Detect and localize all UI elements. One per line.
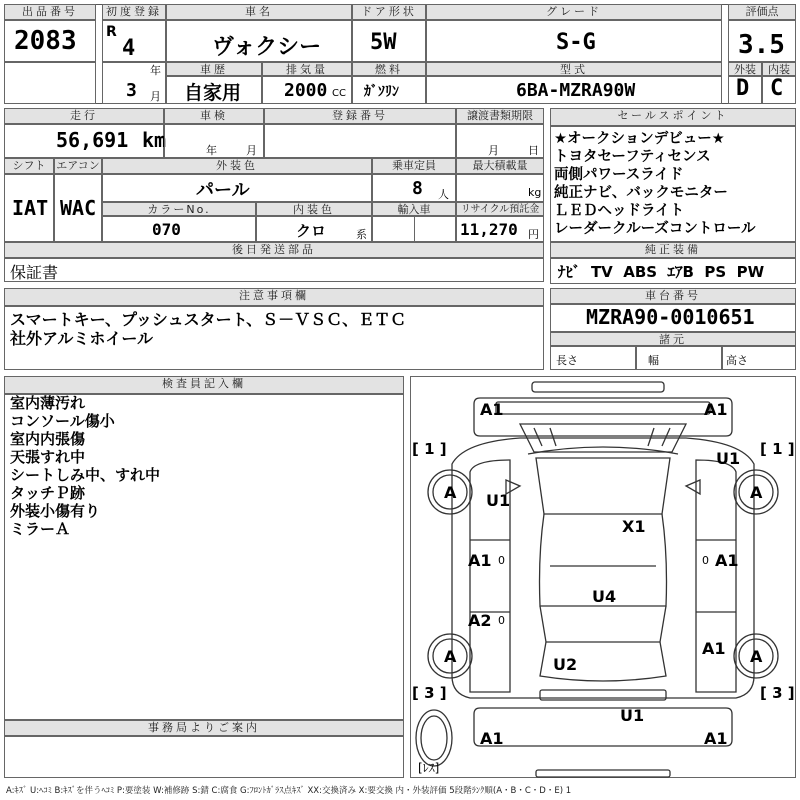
mark-a1-right-low: A1: [702, 639, 726, 658]
later-cell: [4, 258, 544, 282]
mark-u1-rear: U1: [620, 706, 645, 725]
inspector-list: [10, 394, 160, 538]
mark-zero: 0: [498, 614, 505, 627]
score-label: 評価点: [728, 4, 796, 20]
mileage-unit: km: [142, 128, 167, 152]
int-color-label: 内装色: [256, 202, 372, 216]
height-label: 高さ: [726, 354, 748, 367]
import-cell-split: [414, 216, 456, 242]
inspector-line: 天張すれ中: [10, 448, 86, 466]
fuel: ｶﾞｿﾘﾝ: [364, 84, 399, 100]
ac-label: エアコン: [54, 158, 102, 174]
spare-label: [ﾚｽ]: [418, 761, 440, 775]
plate-cell: [264, 124, 456, 158]
grade: S-G: [556, 30, 596, 55]
mark-rear-left: A1: [480, 729, 504, 748]
load-unit: kg: [528, 186, 542, 199]
length-label: 長さ: [556, 354, 578, 367]
load-label: 最大積載量: [456, 158, 544, 174]
import-label: 輸入車: [372, 202, 456, 216]
mark-zero: 0: [498, 554, 505, 567]
transfer-label: 譲渡書類期限: [456, 108, 544, 124]
sales-label: セールスポイント: [550, 108, 796, 126]
office-box: [4, 736, 404, 778]
legend: A:ｷｽﾞ U:ﾍｺﾐ B:ｷｽﾞを伴うﾍｺﾐ P:要塗装 W:補修跡 S:錆 C:腐食 G:ﾌﾛﾝﾄｶﾞﾗｽ点ｷｽﾞ XX:交換済み X:要交換 内・外装評価 5段階ﾗﾝｸ順(A・B・C・D・E) 1: [6, 786, 572, 796]
mileage-label: 走行: [4, 108, 164, 124]
inspector-line: 外装小傷有り: [10, 502, 101, 520]
dims-label: 諸元: [550, 332, 796, 346]
seats: 8: [412, 178, 423, 199]
recycle-unit: 円: [528, 228, 539, 241]
wheel-rr-mark: A: [750, 647, 763, 666]
int-color-unit: 系: [356, 228, 367, 241]
recycle: 11,270: [460, 220, 518, 239]
int-score: C: [770, 76, 784, 101]
score: 3.5: [738, 30, 785, 60]
mark-x1: X1: [622, 517, 646, 536]
sales-list: [554, 130, 756, 238]
tag-rear-left: [ 3 ]: [412, 684, 447, 702]
car-diagram: [410, 376, 796, 778]
notes-list: [10, 310, 406, 348]
wheel-fr-mark: A: [750, 483, 763, 502]
history-label: 車歴: [166, 62, 262, 76]
mark-front-left: A1: [480, 400, 504, 419]
ext-score: D: [736, 76, 750, 101]
displacement: 2000: [284, 80, 328, 101]
year-unit: 年: [150, 64, 161, 77]
fuel-label: 燃料: [352, 62, 426, 76]
grade-label: グレード: [426, 4, 722, 20]
notes-line: 社外アルミホイール: [10, 329, 154, 348]
disp-label: 排気量: [262, 62, 352, 76]
seats-unit: 人: [438, 188, 449, 201]
era: R: [106, 24, 117, 40]
sales-item: ＬＥＤヘッドライト: [554, 203, 685, 219]
door-label: ドア形状: [352, 4, 426, 20]
mark-zero: 0: [702, 554, 709, 567]
reg-label: 初度登録: [102, 4, 166, 20]
car-name: ヴォクシー: [212, 35, 322, 60]
sales-item: 両側パワースライド: [554, 167, 684, 183]
equipment: ﾅﾋﾞ TV ABS ｴｱB PS PW: [558, 263, 765, 281]
car-name-label: 車名: [166, 4, 352, 20]
office-label: 事務局よりご案内: [4, 720, 404, 736]
equipment-label: 純正装備: [550, 242, 796, 258]
tag-rear-right: [ 3 ]: [760, 684, 795, 702]
later-label: 後日発送部品: [4, 242, 544, 258]
notes-label: 注意事項欄: [4, 288, 544, 306]
seats-label: 乗車定員: [372, 158, 456, 174]
door-type: 5W: [370, 30, 397, 55]
mark-a2: A2: [468, 611, 492, 630]
notes-line: スマートキー、プッシュスタート、Ｓ－ＶＳＣ、ＥＴＣ: [10, 310, 407, 329]
mark-a1-left: A1: [468, 551, 492, 570]
mark-u4: U4: [592, 587, 617, 606]
transfer-day: 日: [528, 144, 539, 157]
mark-front-right: A1: [704, 400, 728, 419]
chassis-number: MZRA90-0010651: [586, 305, 755, 329]
ext-label: 外装: [728, 62, 762, 76]
mark-u1-right: U1: [716, 449, 741, 468]
reg-year: 4: [122, 36, 136, 61]
plate-label: 登録番号: [264, 108, 456, 124]
wheel-rl-mark: A: [444, 647, 457, 666]
inspection-label: 車検: [164, 108, 264, 124]
inspector-line: ミラーＡ: [10, 520, 71, 538]
aircon: WAC: [60, 196, 97, 220]
color: パール: [196, 180, 250, 201]
mark-u1-left: U1: [486, 491, 511, 510]
cc-unit: CC: [332, 88, 346, 99]
chassis-label: 車台番号: [550, 288, 796, 304]
mark-a1-right: A1: [715, 551, 739, 570]
month-unit: 月: [150, 90, 161, 103]
transfer-month: 月: [488, 144, 499, 157]
inspector-line: 室内薄汚れ: [10, 394, 86, 412]
mileage: 56,691: [56, 128, 129, 152]
inspector-line: コンソール傷小: [10, 412, 115, 430]
lot-blank: [4, 62, 96, 104]
colorno-label: カラーNo.: [102, 202, 256, 216]
sales-item: トヨタセーフティセンス: [554, 149, 711, 165]
int-label: 内装: [762, 62, 796, 76]
sales-item: 純正ナビ、バックモニター: [554, 185, 728, 201]
inspection-month-unit: 月: [246, 144, 257, 157]
shift: IAT: [12, 196, 49, 220]
mark-rear-right: A1: [704, 729, 728, 748]
sales-item: レーダークルーズコントロール: [554, 221, 756, 237]
width-label: 幅: [648, 354, 659, 367]
model-label: 型式: [426, 62, 722, 76]
later-parts: 保証書: [10, 263, 59, 282]
history: 自家用: [184, 82, 242, 104]
wheel-fl-mark: A: [444, 483, 457, 502]
color-no: 070: [152, 220, 181, 239]
sales-item: ★オークションデビュー★: [554, 131, 725, 147]
lot-label: 出品番号: [4, 4, 96, 20]
recycle-label: リサイクル預託金: [456, 202, 544, 216]
tag-front-left: [ 1 ]: [412, 440, 447, 458]
mark-u2: U2: [553, 655, 578, 674]
tag-front-right: [ 1 ]: [760, 440, 795, 458]
reg-month: 3: [126, 80, 137, 101]
inspector-line: 室内内張傷: [10, 430, 86, 448]
lot-number: 2083: [14, 26, 77, 56]
inspector-line: タッチＰ跡: [10, 484, 86, 502]
int-color: クロ: [296, 222, 327, 240]
model: 6BA-MZRA90W: [516, 80, 636, 101]
shift-label: シフト: [4, 158, 54, 174]
inspector-line: シートしみ中、すれ中: [10, 466, 161, 484]
color-label: 外装色: [102, 158, 372, 174]
inspector-label: 検査員記入欄: [4, 376, 404, 394]
inspection-year-unit: 年: [206, 144, 217, 157]
